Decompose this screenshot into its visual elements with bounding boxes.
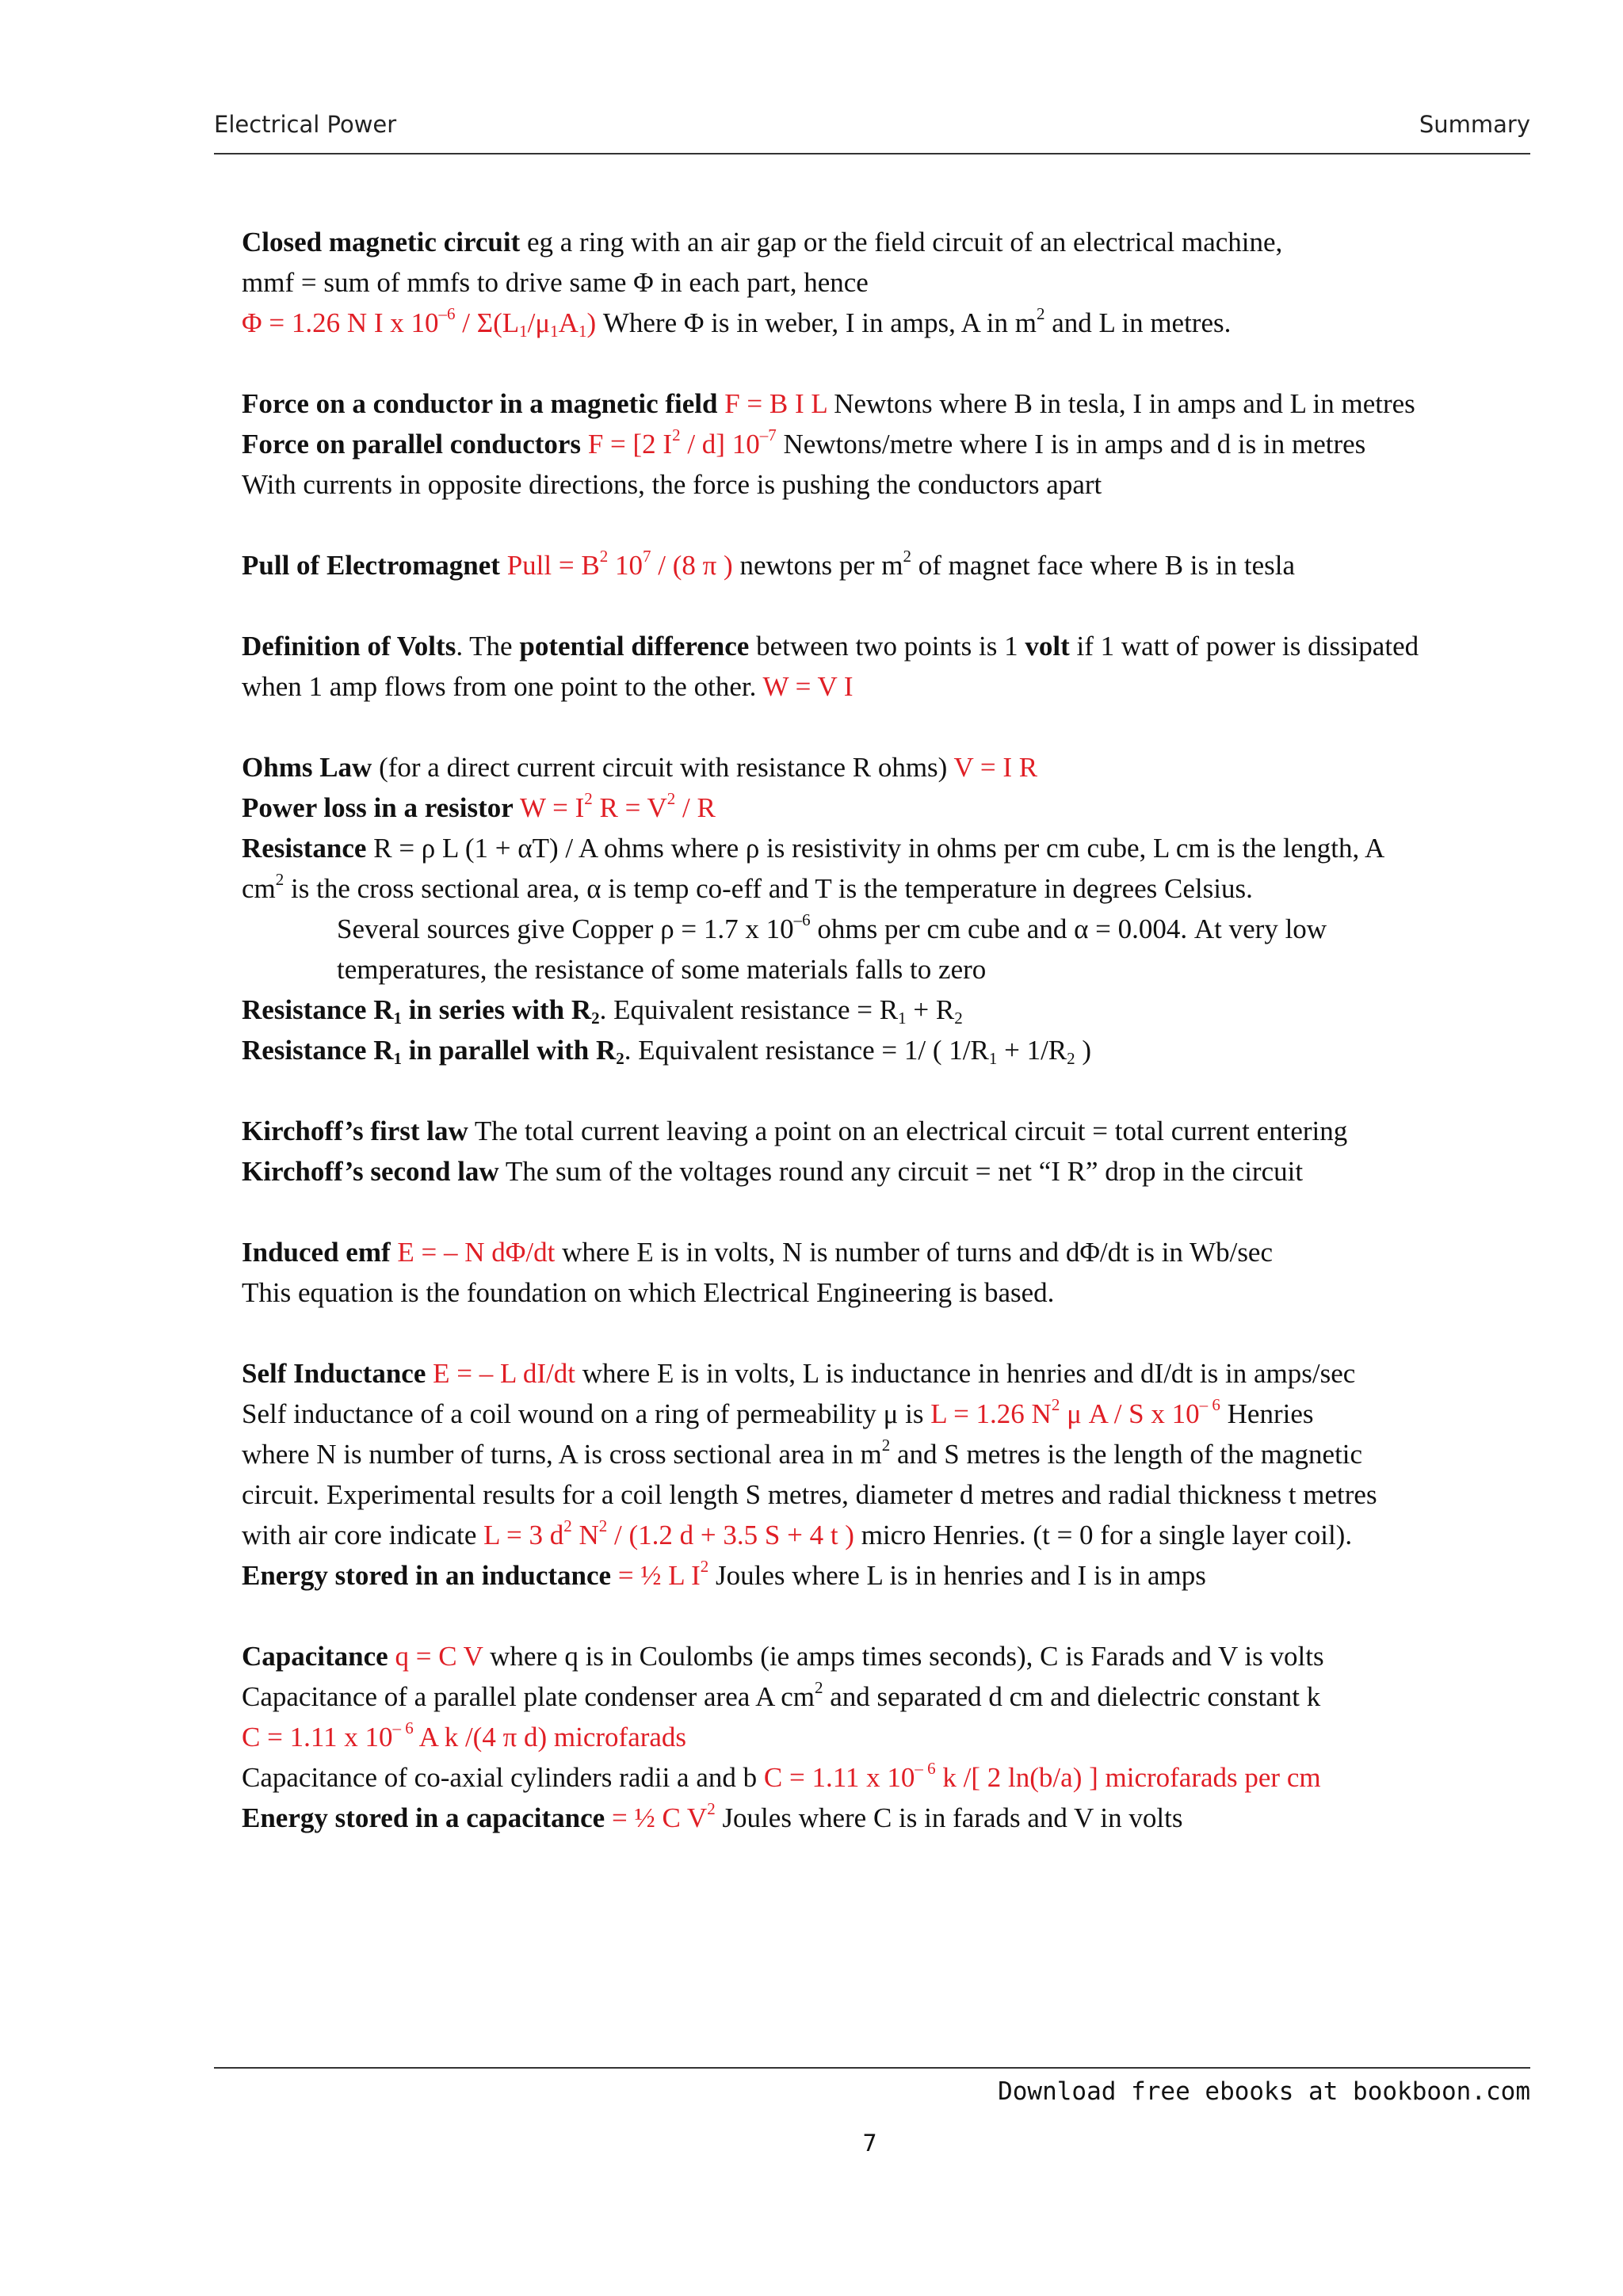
copper-note-line-1: Several sources give Copper ρ = 1.7 x $10^{-6}$ ohms per cm cube and α = 0.004. At very low (337, 910, 1327, 944)
capacitance-energy-line: Energy stored in a capacitance = ½ C $V^2$ Joules where C is in farads and V in volts (242, 1799, 1183, 1833)
power-loss-formula: $W = I^2$ $R = V^2 / R$ (513, 789, 716, 823)
inductance-energy-heading: Energy stored in an inductance (242, 1560, 612, 1591)
force-parallel-formula: F = [2 $I^2 / d$] $10^{-7}$ (581, 425, 777, 460)
induced-emf-line: Induced emf E = – N dΦ/dt where E is in volts, N is number of turns and dΦ/dt is in Wb/sec (242, 1237, 1274, 1268)
induced-emf-formula: E = – N dΦ/dt (390, 1237, 556, 1268)
ohms-law-line: Ohms Law (for a direct current circuit with resistance R ohms) V = I R (242, 752, 1038, 783)
resistance-series-line: Resistance $R_1$ in series with $R_2$. Equivalent resistance = $R_1 + R_2$ (242, 994, 963, 1028)
capacitance-line-1: Capacitance q = C V where q is in Coulombs (ie amps times seconds), C is Farads and V is volts (242, 1641, 1324, 1672)
volts-heading: Definition of Volts (242, 631, 456, 662)
copper-note-line-2: temperatures, the resistance of some materials falls to zero (337, 954, 987, 985)
plate-capacitance-formula: C = 1.11 x $10^{- 6}$ A k /(4 π d) microfarads (242, 1718, 687, 1753)
volts-formula: W = V I (762, 671, 854, 702)
closed-circuit-line-2: mmf = sum of mmfs to drive same Φ in each part, hence (242, 267, 869, 298)
resistance-parallel-line: Resistance $R_1$ in parallel with $R_2$. Equivalent resistance = 1/ ( $1/R_1 + 1/R_2$ ) (242, 1035, 1092, 1069)
volts-line-1: Definition of Volts. The potential difference between two points is 1 volt if 1 watt of power is dissipated (242, 631, 1419, 662)
force-parallel-line: Force on parallel conductors F = [2 $I^2 / d$] $10^{-7}$ Newtons/metre where I is in amps and d is in metres (242, 425, 1366, 460)
volts-line-2: when 1 amp flows from one point to the other. W = V I (242, 671, 854, 702)
coil-inductance-formula: L = 1.26 $N^2$ μ A / S x $10^{- 6}$ (930, 1395, 1220, 1429)
capacitance-line-3 (242, 1717, 1541, 1757)
self-inductance-heading: Self Inductance (242, 1358, 426, 1389)
induced-emf-heading: Induced emf (242, 1237, 391, 1268)
power-loss-heading: Power loss in a resistor (242, 792, 514, 823)
self-inductance-line-4: circuit. Experimental results for a coil length S metres, diameter d metres and radial thickness t metres (242, 1479, 1377, 1510)
resistance-parallel-heading: Resistance $R_1$ in parallel with $R_2$ (242, 1035, 624, 1069)
closed-circuit-heading: Closed magnetic circuit (242, 227, 521, 257)
force-conductor-heading: Force on a conductor in a magnetic field (242, 388, 718, 419)
self-inductance-line-3: where N is number of turns, A is cross sectional area in $m^2$ and S metres is the length of the magnetic (242, 1436, 1363, 1470)
footer-download-link[interactable]: Download free ebooks at bookboon.com (998, 2077, 1530, 2106)
footer-rule (214, 2067, 1530, 2069)
resistance-line-1: Resistance R = ρ L (1 + αT) / A ohms where ρ is resistivity in ohms per cm cube, L cm is the length, A (242, 833, 1385, 864)
resistance-heading: Resistance (242, 833, 367, 864)
header-chapter-title: Electrical Power (214, 111, 397, 138)
capacitance-formula: q = C V (388, 1641, 483, 1672)
closed-circuit-line-1 (242, 222, 1541, 262)
self-inductance-line-2: Self inductance of a coil wound on a ring of permeability μ is L = 1.26 $N^2$ μ A / S x $10^{- 6}$ Henries (242, 1395, 1314, 1429)
header-rule (214, 153, 1530, 154)
capacitance-line-2: Capacitance of a parallel plate condenser area A $cm^2$ and separated d cm and dielectric constant k (242, 1678, 1321, 1712)
capacitance-line-4: Capacitance of co-axial cylinders radii a and b C = 1.11 x $10^{- 6}$ k /[ 2 ln(b/a) ] microfarads per cm (242, 1759, 1321, 1793)
ohms-law-heading: Ohms Law (242, 752, 372, 783)
self-inductance-formula: E = – L dI/dt (426, 1358, 575, 1389)
resistance-series-heading: Resistance $R_1$ in series with $R_2$ (242, 994, 600, 1028)
kirchoff-first-heading: Kirchoff’s first law (242, 1116, 468, 1146)
induced-emf-note: This equation is the foundation on which Electrical Engineering is based. (242, 1277, 1055, 1308)
kirchoff-second-heading: Kirchoff’s second law (242, 1156, 499, 1187)
flux-formula: Φ = 1.26 N I x $10^{-6} / \Sigma(L_1/\mu_1A_1)$ (242, 304, 597, 341)
page-body (242, 222, 1541, 1838)
capacitance-energy-heading: Energy stored in a capacitance (242, 1802, 605, 1833)
power-loss-line (242, 788, 1541, 828)
page-number: 7 (862, 2130, 877, 2157)
header-section-title: Summary (1419, 111, 1530, 138)
inductance-energy-formula: = ½ L $I^2$ (611, 1557, 709, 1591)
resistance-line-2: $cm^2$ is the cross sectional area, α is temp co-eff and T is the temperature in degrees Celsius. (242, 870, 1253, 904)
ohms-law-formula: V = I R (953, 752, 1038, 783)
air-core-inductance-formula: L = 3 $d^2$ $N^2 / (1.2$ d + 3.5 S + 4 t ) (483, 1516, 854, 1550)
closed-circuit-formula-line: Φ = 1.26 N I x $10^{-6} / \Sigma(L_1/\mu_1A_1)$ Where Φ is in weber, I in amps, A in $m^2$ and L in metres. (242, 304, 1232, 341)
capacitance-energy-formula: = ½ C $V^2$ (605, 1799, 716, 1833)
force-conductor-formula: F = B I L (717, 388, 827, 419)
force-conductor-line: Force on a conductor in a magnetic field F = B I L Newtons where B in tesla, I in amps and L in metres (242, 388, 1415, 419)
force-parallel-heading: Force on parallel conductors (242, 429, 582, 460)
force-note-line: With currents in opposite directions, the force is pushing the conductors apart (242, 469, 1102, 500)
self-inductance-line-1: Self Inductance E = – L dI/dt where E is in volts, L is inductance in henries and dI/dt is in amps/sec (242, 1358, 1356, 1389)
pull-formula: Pull = $B^2$ $10^7 / (8$ π ) (499, 547, 733, 581)
kirchoff-first-line: Kirchoff’s first law The total current leaving a point on an electrical circuit = total current entering (242, 1116, 1348, 1146)
closed-circuit-text: eg a ring with an air gap or the field circuit of an electrical machine, (520, 227, 1283, 257)
inductance-energy-line: Energy stored in an inductance = ½ L $I^2$ Joules where L is in henries and I is in amps (242, 1557, 1206, 1591)
pull-heading: Pull of Electromagnet (242, 550, 500, 581)
kirchoff-second-line: Kirchoff’s second law The sum of the voltages round any circuit = net “I R” drop in the circuit (242, 1156, 1304, 1187)
pull-line: Pull of Electromagnet Pull = $B^2$ $10^7 / (8$ π ) newtons per $m^2$ of magnet face where B is in tesla (242, 547, 1295, 581)
self-inductance-line-5: with air core indicate L = 3 $d^2$ $N^2 / (1.2$ d + 3.5 S + 4 t ) micro Henries. (t = 0 for a single layer coil). (242, 1516, 1353, 1550)
coaxial-capacitance-formula: C = 1.11 x $10^{- 6}$ k /[ 2 ln(b/a) ] microfarads per cm (763, 1759, 1321, 1793)
capacitance-heading: Capacitance (242, 1641, 388, 1672)
